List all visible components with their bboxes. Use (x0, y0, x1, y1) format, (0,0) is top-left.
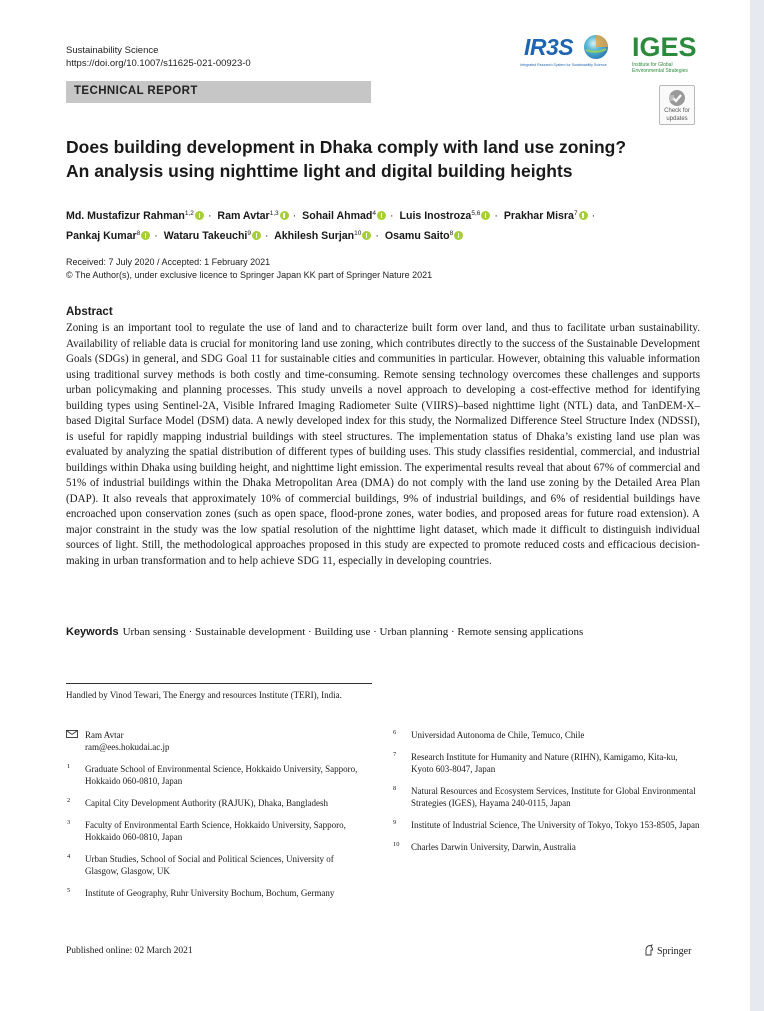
affiliation-item (392, 751, 702, 775)
journal-doi[interactable]: https://doi.org/10.1007/s11625-021-00923-0 (66, 58, 251, 69)
affiliations-right-column (392, 729, 702, 863)
affiliation-text: Universidad Autonoma de Chile, Temuco, Chile (411, 730, 585, 740)
author-affiliation: 8 (449, 230, 454, 237)
author-affiliation: 1,3 (269, 210, 279, 217)
orcid-icon[interactable] (141, 231, 150, 240)
keywords-list: Urban sensing · Sustainable development · Building use · Urban planning · Remote sensing applications (122, 626, 584, 638)
abstract-text: Zoning is an important tool to regulate the use of land and to characterize built form over land, and thus to facilitate urban sustainability. Availability of reliable data is crucial for monitoring land use zoning, which contributes directly to the success of the Sustainable Development Goals (SDGs) in general, and SDG Goal 11 for sustainable cities and communities in particular. However, obtaining this valuable information using traditional survey methods is both costly and time-consuming. Remote sensing technology overcomes these challenges and supports urban policymaking and planning processes. This study unveils a novel approach to developing a cost-effective method for identifying building types using Sentinel-2A, Visible Infrared Imaging Radiometer Suite (VIIRS)–based nighttime light (NTL) data, and TanDEM-X–based Digital Surface Model (DSM) data. A newly developed index for this study, the Normalized Difference Steel Structure Index (NDSSI), is useful for rapidly mapping industrial buildings with steel structures. The implementation status of Dhaka’s existing land use plan was evaluated by analyzing the spatial distribution of different types of building uses. This study classifies residential, commercial, and industrial buildings within Dhaka using building height, and nighttime light emission. The experimental results reveal that about 67% of commercial and 51% of industrial buildings within the Dhaka Metropolitan Area (DMA) do not comply with the land use zoning by the Detailed Area Plan (DAP). It also reveals that approximately 10% of commercial buildings, 9% of industrial buildings, and 6% of residential buildings have encroached upon conservation zones (such as open space, flood-prone zones, water bodies, and proposed areas for future road extension). A major constraint in the study was the low spatial resolution of the nighttime light dataset, which made it difficult to distinguish individual sources of light. Still, the methodological approaches proposed in this study are expected to promote reduced costs and efficacious decision-making in urban transformation and to help achieve SDG 11, especially in developing countries. (66, 322, 700, 567)
check-for-updates-badge[interactable] (659, 85, 695, 125)
orcid-icon[interactable] (454, 231, 463, 240)
handled-by-note: Handled by Vinod Tewari, The Energy and resources Institute (TERI), India. (66, 690, 342, 700)
author-name: Pankaj Kumar (66, 230, 137, 242)
copyright-notice: © The Author(s), under exclusive licence to Springer Japan KK part of Springer Nature 2021 (66, 270, 433, 280)
title-line-2: An analysis using nighttime light and digital building heights (66, 161, 573, 181)
author-name: Wataru Takeuchi (163, 230, 248, 242)
title-line-1: Does building development in Dhaka comply with land use zoning? (66, 137, 627, 157)
author-name: Akhilesh Surjan (274, 230, 355, 242)
author[interactable] (385, 230, 453, 242)
affiliation-number: 3 (67, 819, 71, 826)
keywords-label: Keywords (66, 626, 119, 638)
received-accepted: Received: 7 July 2020 / Accepted: 1 February 2021 (66, 257, 271, 267)
affiliation-item (392, 841, 702, 853)
article-title (66, 135, 686, 183)
affiliation-item (66, 763, 366, 787)
author-name: Osamu Saito (384, 230, 450, 242)
affiliation-item (392, 729, 702, 741)
author[interactable] (66, 210, 194, 222)
author-affiliation: 10 (354, 230, 362, 237)
orcid-icon[interactable] (481, 211, 490, 220)
orcid-icon[interactable] (280, 211, 289, 220)
affiliations-left-column (66, 729, 366, 909)
affiliation-number: 4 (67, 853, 71, 860)
corresponding-email[interactable]: ram@ees.hokudai.ac.jp (85, 742, 170, 752)
affiliation-number: 7 (393, 751, 397, 758)
correspondence-note (66, 729, 366, 753)
author-name: Md. Mustafizur Rahman (66, 210, 185, 222)
author-name: Prakhar Misra (503, 210, 574, 222)
affiliation-text: Research Institute for Humanity and Nature (RIHN), Kamigamo, Kita-ku, Kyoto 603-8047, Japan (411, 752, 678, 774)
author-affiliation: 5,6 (471, 210, 481, 217)
author-affiliation: 1,2 (184, 210, 194, 217)
affiliation-number: 10 (393, 841, 400, 848)
article-type: TECHNICAL REPORT (74, 85, 198, 97)
iges-tagline: Institute for Global Environmental Strategies (632, 62, 688, 74)
author-affiliation: 8 (136, 230, 141, 237)
author[interactable] (66, 230, 140, 242)
affiliation-item (392, 819, 702, 831)
iges-wordmark: IGES (632, 32, 697, 62)
author-line-1: Md. Mustafizur Rahman$^{1,2}$ · Ram Avtar$^{1,3}$ · Sohail Ahmad$^4$ · Luis Inostroza$^{5,6}$ · Prakhar Misra$^7$ · (66, 210, 596, 222)
affiliation-text: Institute of Industrial Science, The University of Tokyo, Tokyo 153-8505, Japan (411, 820, 700, 830)
journal-header (66, 44, 251, 70)
ir3s-wordmark: IR3S (524, 34, 574, 60)
orcid-icon[interactable] (377, 211, 386, 220)
affiliation-text: Faculty of Environmental Earth Science, Hokkaido University, Sapporo, Hokkaido 060-0810, Japan (85, 820, 346, 842)
author[interactable] (504, 210, 578, 222)
author[interactable] (217, 210, 278, 222)
keywords (66, 626, 583, 638)
affiliation-number: 6 (393, 729, 397, 736)
orcid-icon[interactable] (579, 211, 588, 220)
globe-icon (583, 34, 609, 60)
publisher-logos (520, 32, 700, 77)
affiliation-item (66, 887, 366, 899)
orcid-icon[interactable] (252, 231, 261, 240)
orcid-icon[interactable] (362, 231, 371, 240)
author-affiliation: 7 (573, 210, 578, 217)
author-name: Sohail Ahmad (302, 210, 373, 222)
affiliation-text: Graduate School of Environmental Science, Hokkaido University, Sapporo, Hokkaido 060-0810, Japan (85, 764, 358, 786)
check-updates-line1: Check for (664, 108, 690, 114)
viewer-edge (750, 0, 764, 1011)
corresponding-author: Ram Avtar (85, 730, 124, 740)
author-affiliation: 9 (247, 230, 251, 237)
article-dates (66, 256, 432, 282)
author[interactable] (302, 210, 376, 222)
envelope-icon (66, 730, 78, 738)
affiliation-item (66, 819, 366, 843)
orcid-icon[interactable] (195, 211, 204, 220)
crossmark-icon (666, 89, 688, 107)
author-name: Ram Avtar (217, 210, 270, 222)
affiliation-number: 5 (67, 887, 71, 894)
footnote-divider (66, 683, 372, 684)
author-affiliation: 4 (372, 210, 377, 217)
abstract-heading: Abstract (66, 306, 113, 318)
springer-logo (643, 944, 691, 957)
author[interactable] (400, 210, 481, 222)
author[interactable] (164, 230, 251, 242)
affiliation-item (66, 853, 366, 877)
author-line-2: Pankaj Kumar$^8$ · Wataru Takeuchi$^9$ · Akhilesh Surjan$^{10}$ · Osamu Saito$^8$ (66, 225, 706, 245)
affiliation-text: Natural Resources and Ecosystem Services, Institute for Global Environmental Strategies (IGES), Hayama 240-0115, Japan (411, 786, 696, 808)
affiliation-number: 8 (393, 785, 397, 792)
article-type-banner (66, 81, 371, 103)
author-name: Luis Inostroza (399, 210, 472, 222)
affiliation-item (66, 797, 366, 809)
check-updates-line2: updates (666, 115, 688, 122)
springer-horse-icon (643, 944, 655, 956)
affiliation-number: 2 (67, 797, 71, 804)
publisher-name: Springer (657, 946, 692, 957)
affiliation-number: 1 (67, 763, 71, 770)
author-list (66, 205, 706, 245)
affiliation-number: 9 (393, 819, 397, 826)
affiliation-text: Urban Studies, School of Social and Political Sciences, University of Glasgow, Glasgow, UK (85, 854, 334, 876)
affiliation-text: Charles Darwin University, Darwin, Australia (411, 842, 576, 852)
published-online: Published online: 02 March 2021 (66, 946, 193, 956)
author[interactable] (274, 230, 361, 242)
affiliation-text: Institute of Geography, Ruhr University Bochum, Bochum, Germany (85, 888, 335, 898)
affiliation-item (392, 785, 702, 809)
affiliation-text: Capital City Development Authority (RAJUK), Dhaka, Bangladesh (85, 798, 328, 808)
journal-name: Sustainability Science (66, 45, 159, 56)
ir3s-tagline: Integrated Research System for Sustainability Science (520, 63, 607, 67)
